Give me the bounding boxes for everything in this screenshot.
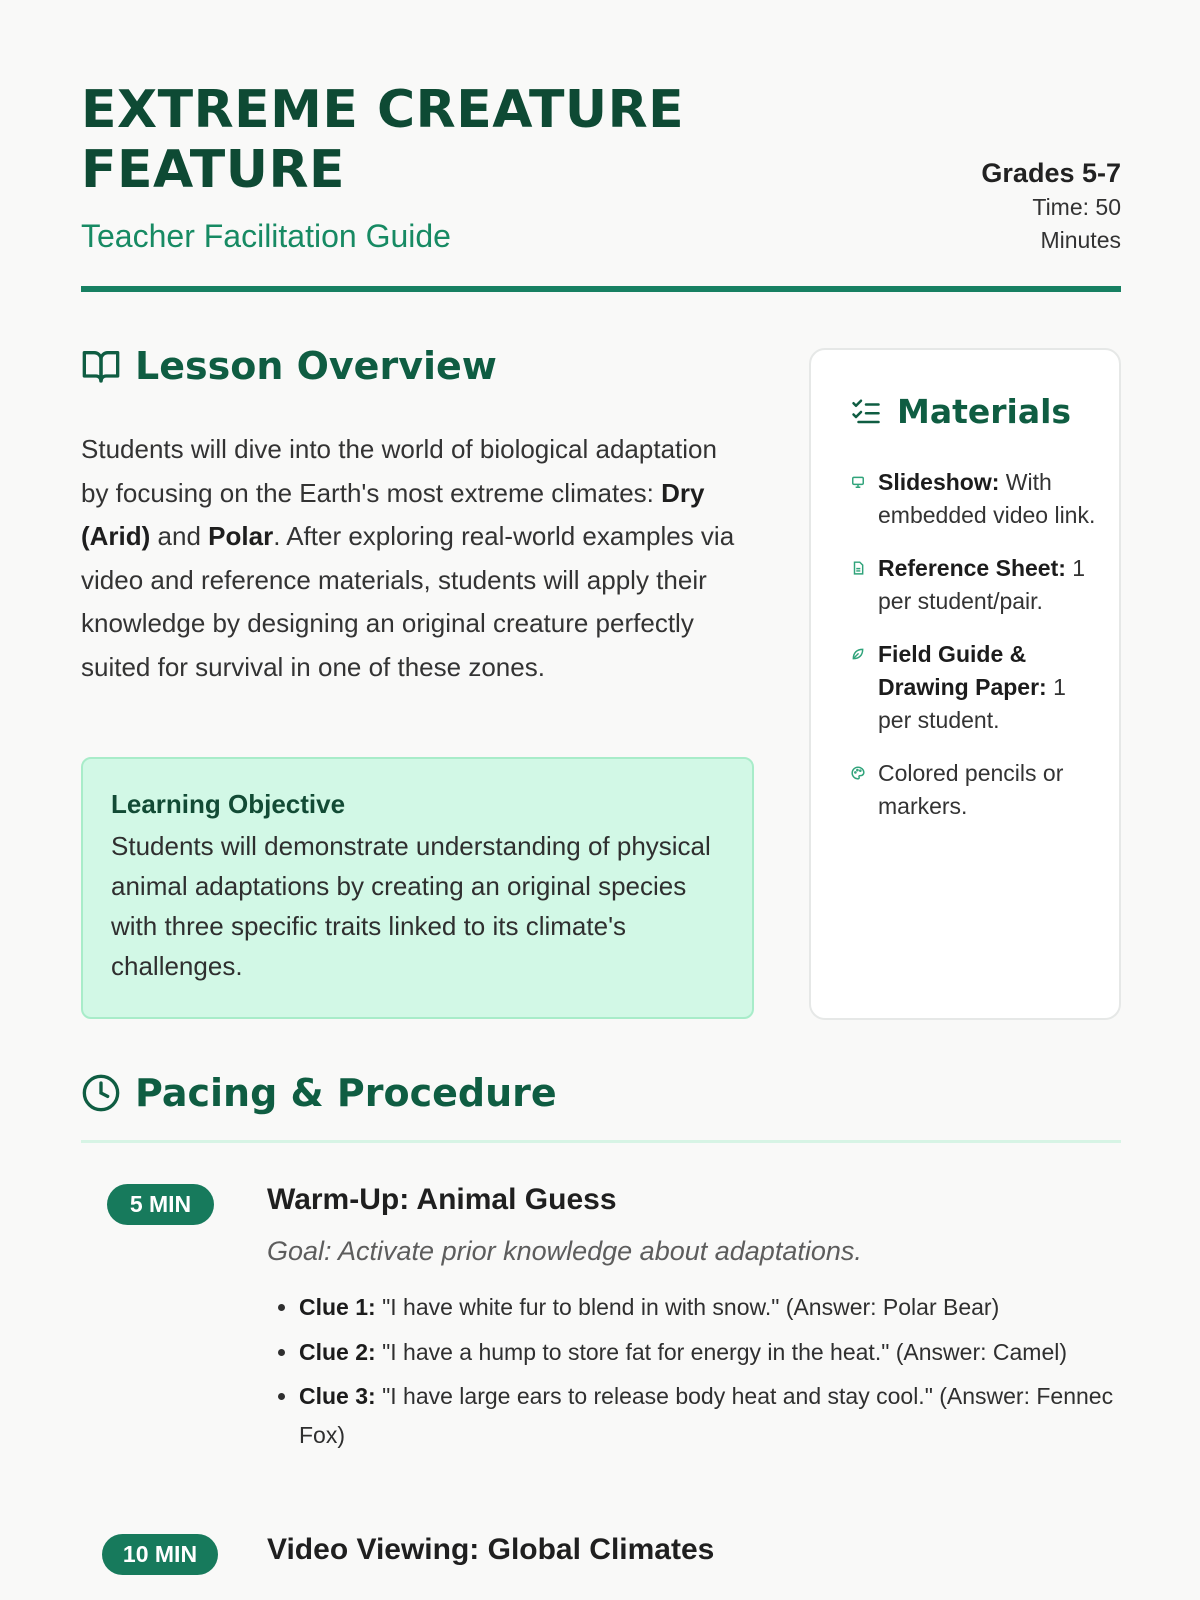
clue-label: Clue 2: bbox=[299, 1338, 376, 1365]
overview-term-arid: Dry (Arid) bbox=[81, 477, 705, 551]
clue-item bbox=[299, 1288, 1129, 1327]
materials-item-label: Reference Sheet: bbox=[878, 555, 1066, 581]
materials-item bbox=[851, 466, 1101, 532]
checklist-icon bbox=[851, 397, 881, 427]
objective-title: Learning Objective bbox=[111, 789, 346, 819]
step-goal: Goal: Activate prior knowledge about adaptations. bbox=[267, 1236, 862, 1266]
leaf-icon bbox=[851, 647, 865, 661]
overview-text-part: and bbox=[150, 521, 209, 551]
step-title: Warm-Up: Animal Guess bbox=[267, 1183, 617, 1216]
materials-item-text bbox=[878, 552, 1101, 618]
overview-text-part: Students will dive into the world of biological adaptation by focusing on the Earth's most extreme climates: bbox=[81, 434, 717, 508]
duration-badge: 5 MIN bbox=[107, 1184, 214, 1225]
materials-item-text bbox=[878, 638, 1101, 737]
materials-item bbox=[851, 757, 1101, 823]
page-title: EXTREME CREATURE FEATURE bbox=[81, 80, 685, 200]
materials-item-text bbox=[878, 757, 1101, 823]
grade-level: Grades 5-7 bbox=[981, 158, 1121, 188]
presentation-icon bbox=[851, 475, 865, 489]
lesson-meta bbox=[921, 155, 1121, 257]
materials-card bbox=[809, 348, 1121, 1020]
overview-text bbox=[81, 428, 741, 689]
clue-list bbox=[267, 1288, 1129, 1460]
guide-page bbox=[81, 0, 1121, 1600]
materials-item-detail: 1 per student/pair. bbox=[878, 555, 1086, 614]
clue-item bbox=[299, 1377, 1129, 1454]
learning-objective-box bbox=[81, 757, 754, 1019]
materials-item bbox=[851, 552, 1101, 618]
clue-text: "I have white fur to blend in with snow." (Answer: Polar Bear) bbox=[375, 1294, 1000, 1320]
objective-text: Students will demonstrate understanding of physical animal adaptations by creating an original species with three specific traits linked to its climate's challenges. bbox=[111, 831, 711, 981]
clue-item bbox=[299, 1333, 1129, 1372]
overview-heading bbox=[81, 344, 497, 388]
palette-icon bbox=[851, 766, 865, 780]
book-open-icon bbox=[81, 346, 121, 386]
lesson-time: Time: 50 Minutes bbox=[1032, 194, 1121, 253]
materials-item-detail: 1 per student. bbox=[878, 674, 1066, 733]
pacing-heading bbox=[81, 1071, 557, 1115]
pacing-heading-label: Pacing & Procedure bbox=[135, 1071, 557, 1115]
overview-text-part: . After exploring real-world examples via video and reference materials, students will apply their knowledge by designing an original creature perfectly suited for survival in one of these zones. bbox=[81, 521, 735, 682]
clue-label: Clue 1: bbox=[299, 1294, 376, 1320]
document-icon bbox=[851, 561, 865, 575]
materials-item-detail: With embedded video link. bbox=[878, 469, 1096, 528]
clue-text: "I have a hump to store fat for energy in the heat." (Answer: Camel) bbox=[375, 1338, 1068, 1365]
overview-heading-label: Lesson Overview bbox=[135, 344, 497, 388]
materials-heading bbox=[851, 392, 1071, 431]
pacing-divider bbox=[81, 1140, 1121, 1143]
step-title: Video Viewing: Global Climates bbox=[267, 1533, 715, 1566]
header-divider bbox=[81, 286, 1121, 292]
materials-item-detail: Colored pencils or markers. bbox=[878, 760, 1064, 819]
materials-list bbox=[851, 466, 1101, 843]
overview-term-polar: Polar bbox=[208, 521, 274, 551]
materials-item-label: Field Guide & Drawing Paper: bbox=[878, 641, 1047, 700]
materials-heading-label: Materials bbox=[897, 392, 1072, 431]
materials-item bbox=[851, 638, 1101, 737]
duration-badge: 10 MIN bbox=[102, 1534, 218, 1575]
page-subtitle: Teacher Facilitation Guide bbox=[81, 218, 451, 254]
clue-text: "I have large ears to release body heat and stay cool." (Answer: Fennec Fox) bbox=[299, 1383, 1114, 1448]
clock-icon bbox=[81, 1073, 121, 1113]
materials-item-label: Slideshow: bbox=[878, 469, 1000, 495]
clue-label: Clue 3: bbox=[299, 1383, 376, 1409]
materials-item-text bbox=[878, 466, 1101, 532]
